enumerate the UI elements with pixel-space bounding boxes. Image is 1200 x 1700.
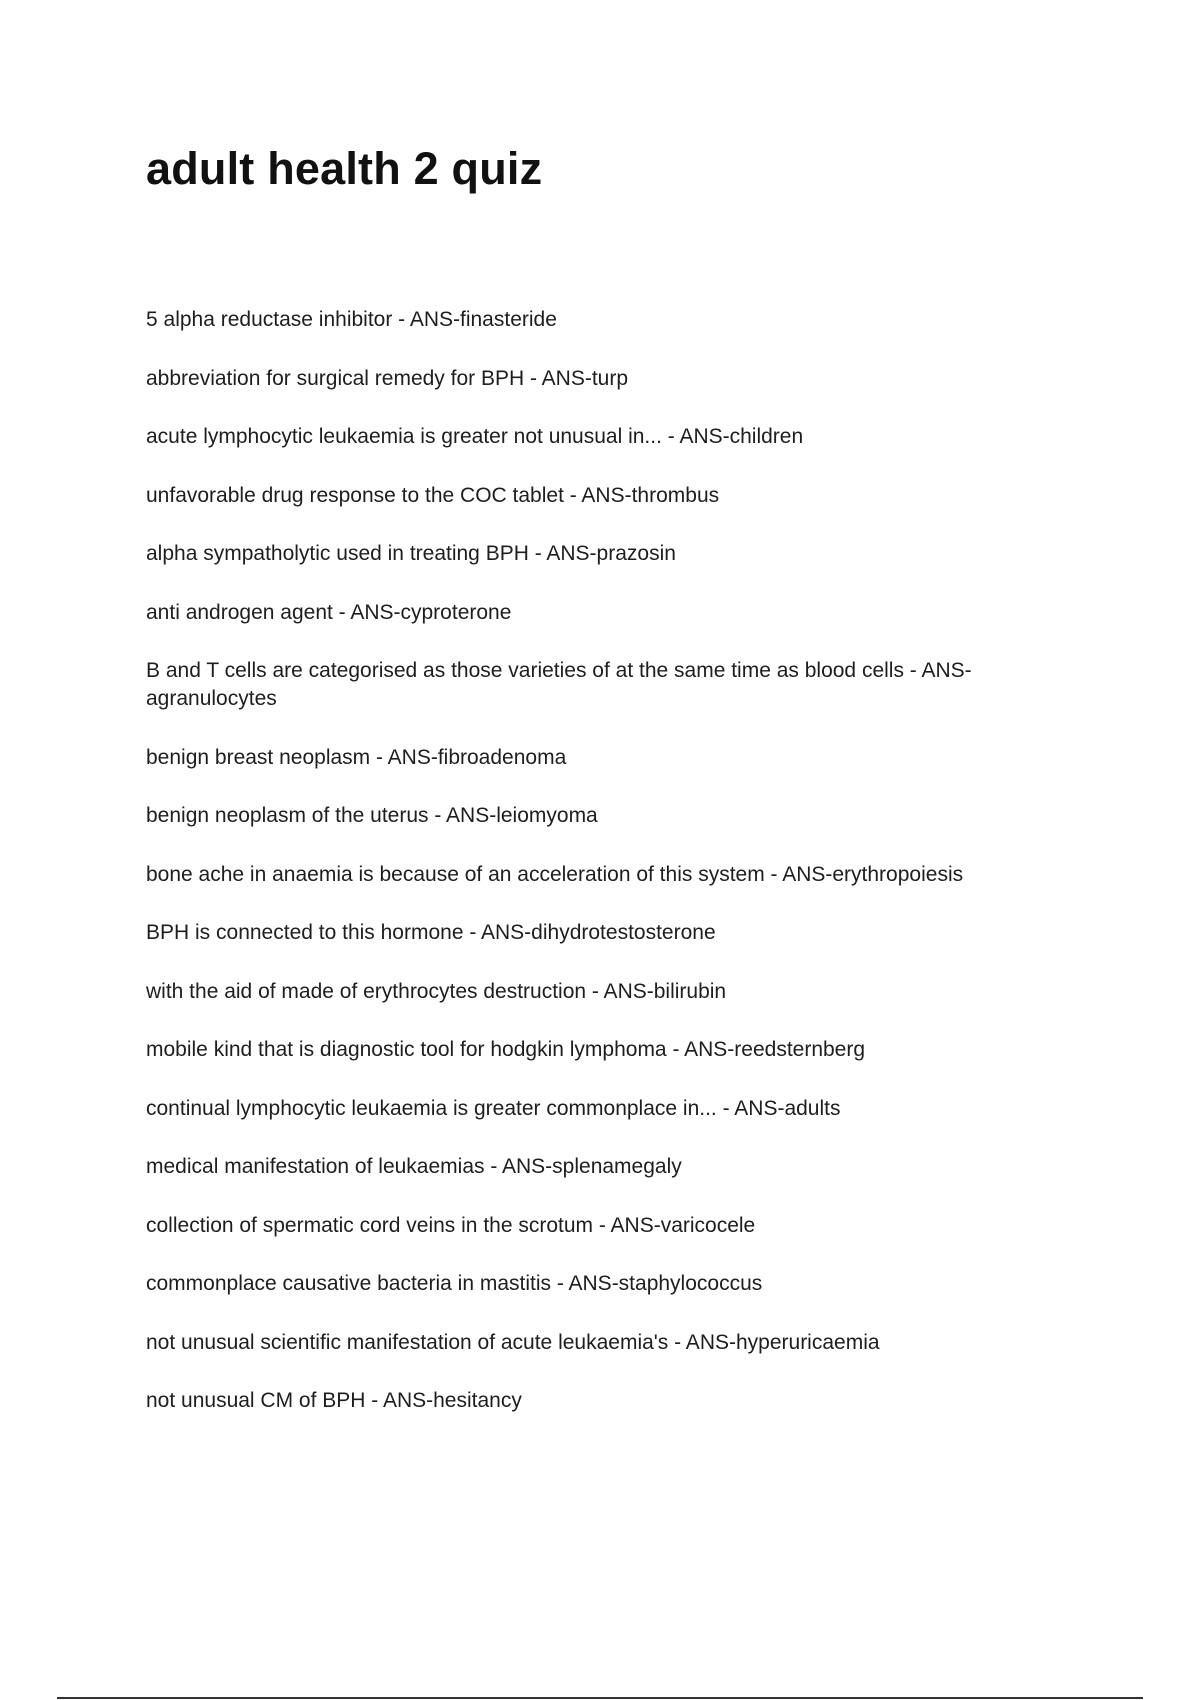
qa-item: collection of spermatic cord veins in the scrotum - ANS-varicocele xyxy=(146,1213,756,1237)
qa-item: mobile kind that is diagnostic tool for hodgkin lymphoma - ANS-reedsternberg xyxy=(146,1038,866,1061)
qa-item: medical manifestation of leukaemias - ANS-splenamegaly xyxy=(146,1155,682,1178)
qa-item: unfavorable drug response to the COC tablet - ANS-thrombus xyxy=(146,483,720,507)
page-title: adult health 2 quiz xyxy=(146,143,543,194)
qa-item: not unusual CM of BPH - ANS-hesitancy xyxy=(146,1389,522,1412)
qa-item: BPH is connected to this hormone - ANS-dihydrotestosterone xyxy=(146,921,716,944)
qa-item: B and T cells are categorised as those varieties of at the same time as blood cells - ANS-agranulocytes xyxy=(146,659,972,710)
qa-item: not unusual scientific manifestation of acute leukaemia's - ANS-hyperuricaemia xyxy=(146,1330,880,1354)
qa-item: 5 alpha reductase inhibitor - ANS-finasteride xyxy=(146,308,557,331)
qa-item: anti androgen agent - ANS-cyproterone xyxy=(146,600,512,624)
qa-list xyxy=(146,306,1046,1446)
footer-divider xyxy=(57,1697,1143,1699)
qa-item: benign neoplasm of the uterus - ANS-leiomyoma xyxy=(146,804,598,827)
qa-item: alpha sympatholytic used in treating BPH - ANS-prazosin xyxy=(146,542,676,565)
qa-item: acute lymphocytic leukaemia is greater not unusual in... - ANS-children xyxy=(146,425,804,448)
qa-item: benign breast neoplasm - ANS-fibroadenoma xyxy=(146,745,567,769)
qa-item: bone ache in anaemia is because of an acceleration of this system - ANS-erythropoiesis xyxy=(146,862,964,886)
qa-item: with the aid of made of erythrocytes destruction - ANS-bilirubin xyxy=(146,979,727,1003)
qa-item: commonplace causative bacteria in mastitis - ANS-staphylococcus xyxy=(146,1272,763,1295)
qa-item: abbreviation for surgical remedy for BPH - ANS-turp xyxy=(146,366,629,390)
qa-item: continual lymphocytic leukaemia is greater commonplace in... - ANS-adults xyxy=(146,1096,841,1120)
